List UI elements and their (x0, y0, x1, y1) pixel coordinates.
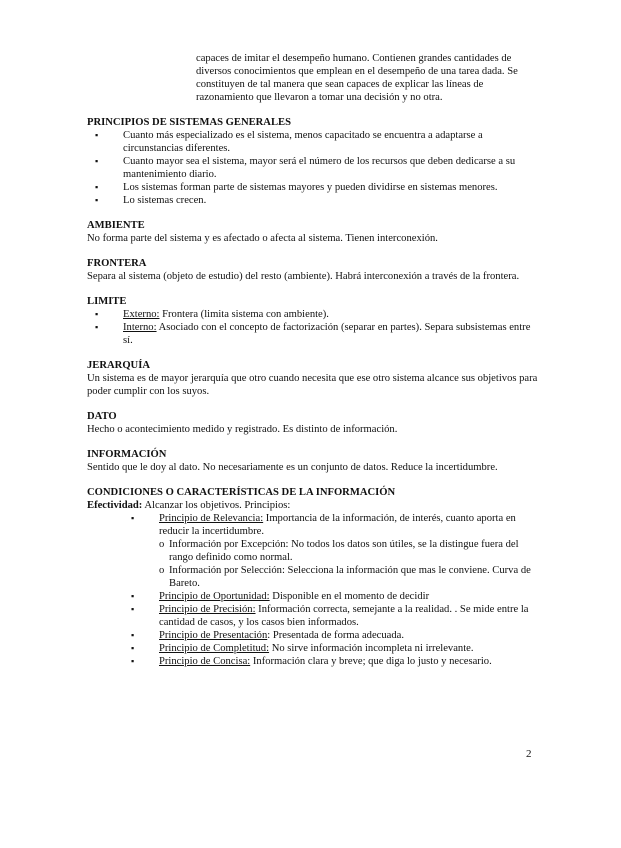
section-limite (87, 295, 539, 347)
circle-bullet-icon: o (159, 539, 165, 550)
heading-condiciones: CONDICIONES O CARACTERÍSTICAS DE LA INFORMACIÓN (87, 487, 396, 498)
list-item-text: Frontera (limita sistema con ambiente). (159, 309, 329, 320)
heading-ambiente: AMBIENTE (87, 220, 145, 231)
list-item-text: Los sistemas forman parte de sistemas mayores y pueden dividirse en sistemas menores. (123, 182, 498, 193)
list-item-text: Asociado con el concepto de factorización (separar en partes). Separa subsistemas entre sí. (123, 322, 531, 346)
circle-bullet-icon: o (159, 565, 165, 576)
term-oportunidad: Principio de Oportunidad: (159, 591, 270, 602)
term-relevancia: Principio de Relevancia: (159, 513, 264, 524)
heading-frontera: FRONTERA (87, 258, 147, 269)
dato-text: Hecho o acontecimiento medido y registrado. Es distinto de información. (87, 424, 398, 435)
list-item (87, 590, 539, 603)
efectividad-text: Alcanzar los objetivos. Principios: (142, 500, 291, 511)
bullet-icon: ▪ (131, 591, 135, 601)
bullet-icon: ▪ (95, 309, 99, 319)
bullet-icon: ▪ (95, 130, 99, 140)
sub-list-item-text: Información por Excepción: No todos los datos son útiles, se la distingue fuera del rango definido como normal. (169, 539, 519, 563)
ambiente-text: No forma parte del sistema y es afectado o afecta al sistema. Tienen interconexión. (87, 233, 438, 244)
jerarquia-text: Un sistema es de mayor jerarquía que otro cuando necesita que ese otro sistema alcance sus objetivos para poder cumplir con los suyos. (87, 373, 538, 397)
section-dato (87, 410, 539, 436)
efectividad-line (87, 499, 539, 512)
term-concisa: Principio de Concisa: (159, 656, 251, 667)
section-ambiente (87, 219, 539, 245)
sub-list-item (87, 564, 539, 590)
list-item (87, 308, 539, 321)
bullet-icon: ▪ (131, 630, 135, 640)
sub-list-item-text: Información por Selección: Selecciona la información que mas le conviene. Curva de Bareto. (169, 565, 531, 589)
list-item (87, 321, 539, 347)
list-item (87, 603, 539, 629)
heading-jerarquia: JERARQUÍA (87, 360, 150, 371)
informacion-text: Sentido que le doy al dato. No necesariamente es un conjunto de datos. Reduce la incertidumbre. (87, 462, 498, 473)
heading-limite: LIMITE (87, 296, 127, 307)
list-item-text: : Presentada de forma adecuada. (267, 630, 405, 641)
principios-informacion-list (87, 512, 539, 538)
frontera-text: Separa al sistema (objeto de estudio) del resto (ambiente). Habrá interconexión a través de la frontera. (87, 271, 520, 282)
page-number: 2 (526, 748, 532, 760)
term-completitud: Principio de Completitud: (159, 643, 270, 654)
principios-informacion-list-2 (87, 590, 539, 668)
term-interno: Interno: (123, 322, 157, 333)
list-item-text: Importancia de la información, de interés, cuanto aporta en reducir la incertidumbre. (159, 513, 516, 537)
list-item (87, 642, 539, 655)
term-presentacion: Principio de Presentación (159, 630, 268, 641)
list-item-text: Información clara y breve; que diga lo justo y necesario. (250, 656, 492, 667)
list-item (87, 655, 539, 668)
bullet-icon: ▪ (95, 182, 99, 192)
list-item (87, 629, 539, 642)
list-item-text: Información correcta, semejante a la realidad. . Se mide entre la cantidad de casos, y los casos bien informados. (159, 604, 529, 628)
list-item (87, 181, 539, 194)
bullet-icon: ▪ (131, 643, 135, 653)
bullet-icon: ▪ (95, 156, 99, 166)
limite-list (87, 308, 539, 347)
bullet-icon: ▪ (95, 322, 99, 332)
section-principios (87, 116, 539, 207)
list-item-text: No sirve información incompleta ni irrelevante. (269, 643, 474, 654)
list-item (87, 129, 539, 155)
section-frontera (87, 257, 539, 283)
list-item (87, 155, 539, 181)
section-jerarquia (87, 359, 539, 398)
document-page (87, 52, 539, 668)
term-externo: Externo: (123, 309, 160, 320)
section-condiciones (87, 486, 539, 668)
list-item-text: Lo sistemas crecen. (123, 195, 207, 206)
bullet-icon: ▪ (95, 195, 99, 205)
heading-principios: PRINCIPIOS DE SISTEMAS GENERALES (87, 117, 291, 128)
list-item-text: Cuanto mayor sea el sistema, mayor será el número de los recursos que deben dedicarse a su mantenimiento diario. (123, 156, 516, 180)
efectividad-label: Efectividad: (87, 500, 143, 511)
term-precision: Principio de Precisión: (159, 604, 256, 615)
list-item-text: Disponible en el momento de decidir (269, 591, 430, 602)
intro-paragraph: capaces de imitar el desempeño humano. Contienen grandes cantidades de diversos conocimientos que emplean en el desempeño de una tarea dada. Se constituyen de tal manera que sean capaces de explicar las líneas de razonamiento que llevaron a tomar una decisión y no otra. (196, 53, 518, 103)
section-informacion (87, 448, 539, 474)
bullet-icon: ▪ (131, 604, 135, 614)
list-item (87, 512, 539, 538)
relevancia-sublist (87, 538, 539, 590)
heading-informacion: INFORMACIÓN (87, 449, 167, 460)
bullet-icon: ▪ (131, 656, 135, 666)
heading-dato: DATO (87, 411, 117, 422)
list-item-text: Cuanto más especializado es el sistema, menos capacitado se encuentra a adaptarse a circunstancias diferentes. (123, 130, 483, 154)
bullet-icon: ▪ (131, 513, 135, 523)
sub-list-item (87, 538, 539, 564)
principios-list (87, 129, 539, 207)
list-item (87, 194, 539, 207)
